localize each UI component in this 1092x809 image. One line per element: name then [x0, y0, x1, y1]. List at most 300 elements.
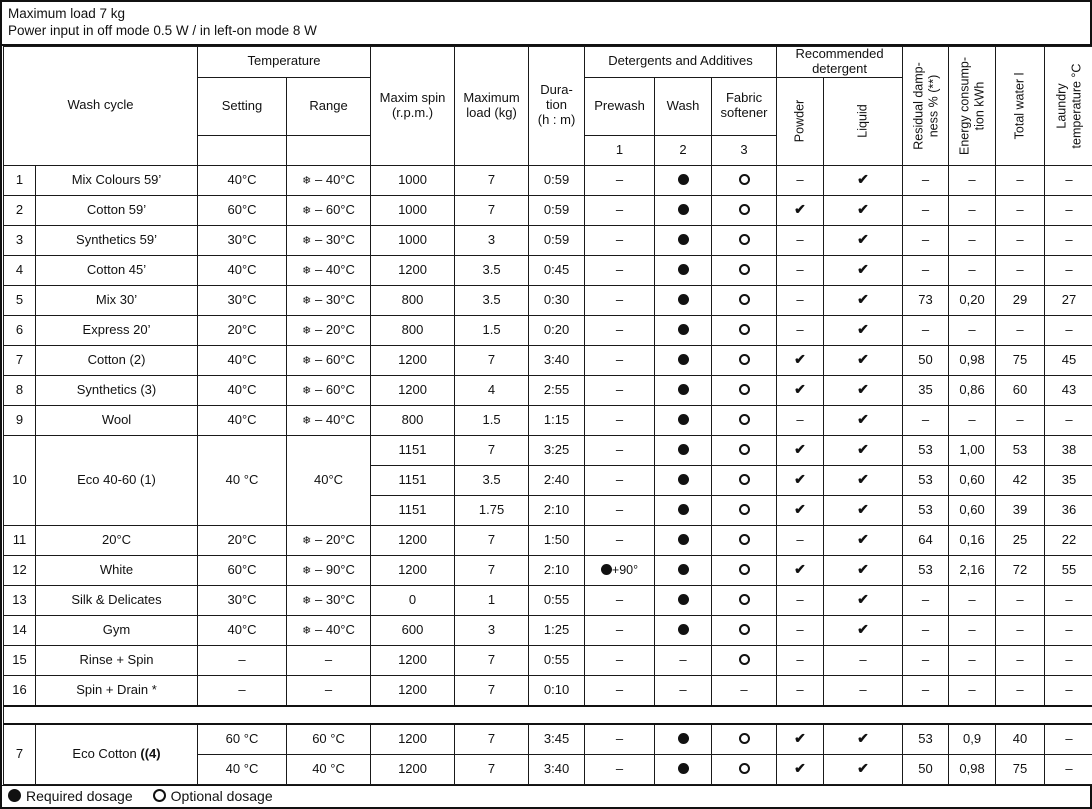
cell-laundry-temperature: – [1045, 225, 1092, 255]
powder-dash: – [796, 233, 803, 246]
prewash-dash: – [616, 503, 623, 516]
prewash-dash: – [616, 732, 623, 745]
liquid-dash: – [859, 683, 866, 696]
header-duration [529, 46, 585, 165]
cell-residual-dampness: – [903, 585, 949, 615]
header-softener-number: 3 [712, 136, 777, 165]
cell-wash [655, 165, 712, 195]
cell-temp-range [287, 285, 371, 315]
liquid-check-icon: ✔ [857, 292, 869, 306]
cell-wash-cycle-note: ((4) [140, 746, 160, 761]
cell-program-number: 14 [4, 615, 36, 645]
softener-empty-circle-icon [739, 414, 750, 425]
cell-max-load: 3.5 [455, 465, 529, 495]
liquid-check-icon: ✔ [857, 761, 869, 775]
cell-duration: 3:45 [529, 724, 585, 755]
cell-laundry-temperature: – [1045, 585, 1092, 615]
prewash-dash: – [616, 293, 623, 306]
wash-filled-circle-icon [678, 534, 689, 545]
cell-program-number: 1 [4, 165, 36, 195]
wash-filled-circle-icon [678, 763, 689, 774]
cell-duration: 0:10 [529, 675, 585, 706]
header-temp-setting: Setting [198, 77, 287, 136]
table-body-bottom [4, 525, 1092, 706]
header-fabric-line1: Fabric [726, 90, 762, 105]
header-temp-range: Range [287, 77, 371, 136]
cell-wash-cycle-name: Eco 40-60 (1) [36, 435, 198, 525]
cell-liquid [824, 525, 903, 555]
temp-range-value: – 20°C [315, 532, 355, 547]
header-laundry-text [1054, 63, 1084, 148]
prewash-dash: – [616, 593, 623, 606]
cell-max-spin: 1000 [371, 165, 455, 195]
liquid-check-icon: ✔ [857, 731, 869, 745]
cell-laundry-temperature: – [1045, 675, 1092, 706]
cell-powder [777, 615, 824, 645]
liquid-check-icon: ✔ [857, 172, 869, 186]
cell-energy-consumption: 2,16 [949, 555, 996, 585]
cell-max-spin: 1200 [371, 375, 455, 405]
cell-powder [777, 435, 824, 465]
softener-empty-circle-icon [739, 384, 750, 395]
header-setting-spacer [198, 136, 287, 165]
cell-liquid [824, 675, 903, 706]
temp-range-value: – 90°C [315, 562, 355, 577]
cell-prewash [585, 345, 655, 375]
prewash-dash: – [616, 353, 623, 366]
softener-empty-circle-icon [739, 264, 750, 275]
cell-total-water: 53 [996, 435, 1045, 465]
cell-temp-range [287, 195, 371, 225]
cell-fabric-softener [712, 615, 777, 645]
header-liquid [824, 77, 903, 165]
cell-residual-dampness: 73 [903, 285, 949, 315]
cell-prewash [585, 225, 655, 255]
cell-laundry-temperature: – [1045, 195, 1092, 225]
header-range-spacer [287, 136, 371, 165]
powder-check-icon: ✔ [794, 352, 806, 366]
cell-laundry-temperature: 27 [1045, 285, 1092, 315]
snowflake-icon: ❄ [302, 235, 311, 248]
cell-temp-range [287, 405, 371, 435]
header-duration-line1: Dura- [540, 82, 573, 97]
cell-fabric-softener [712, 285, 777, 315]
cell-liquid [824, 255, 903, 285]
table-row [4, 195, 1092, 225]
cell-fabric-softener [712, 345, 777, 375]
cell-temp-setting: 40°C [198, 165, 287, 195]
max-load-text: Maximum load 7 kg [8, 5, 1084, 22]
cell-powder [777, 585, 824, 615]
cell-wash [655, 754, 712, 784]
cell-total-water: – [996, 645, 1045, 675]
softener-empty-circle-icon [739, 504, 750, 515]
cell-liquid [824, 724, 903, 755]
cell-max-load: 7 [455, 165, 529, 195]
cell-temp-setting: 30°C [198, 585, 287, 615]
cell-total-water: 75 [996, 345, 1045, 375]
cell-wash [655, 555, 712, 585]
header-duration-line3: (h : m) [538, 112, 576, 127]
table-row [4, 345, 1092, 375]
cell-total-water: – [996, 165, 1045, 195]
cell-temp-setting: 40°C [198, 345, 287, 375]
cell-max-load: 4 [455, 375, 529, 405]
cell-duration: 1:15 [529, 405, 585, 435]
cell-temp-setting: 40 °C [198, 435, 287, 525]
wash-filled-circle-icon [678, 264, 689, 275]
cell-prewash [585, 585, 655, 615]
cell-wash-cycle-name: Spin + Drain * [36, 675, 198, 706]
cell-powder [777, 555, 824, 585]
cell-max-spin: 1151 [371, 465, 455, 495]
cell-wash [655, 315, 712, 345]
cell-duration: 3:40 [529, 754, 585, 784]
powder-dash: – [796, 323, 803, 336]
table-row [4, 724, 1092, 755]
snowflake-icon: ❄ [302, 625, 311, 638]
softener-empty-circle-icon [739, 174, 750, 185]
cell-program-number: 15 [4, 645, 36, 675]
cell-energy-consumption: – [949, 165, 996, 195]
cell-wash [655, 435, 712, 465]
cell-max-spin: 1200 [371, 255, 455, 285]
cell-temp-range [287, 525, 371, 555]
cell-prewash [585, 555, 655, 585]
cell-temp-range: 40°C [287, 435, 371, 525]
cell-max-spin: 1200 [371, 555, 455, 585]
cell-duration: 0:59 [529, 225, 585, 255]
cell-powder [777, 405, 824, 435]
cell-wash [655, 375, 712, 405]
cell-wash [655, 495, 712, 525]
cell-prewash [585, 375, 655, 405]
snowflake-icon: ❄ [302, 535, 311, 548]
snowflake-icon: ❄ [302, 385, 311, 398]
wash-filled-circle-icon [678, 624, 689, 635]
prewash-dash: – [616, 233, 623, 246]
cell-laundry-temperature: 35 [1045, 465, 1092, 495]
cell-fabric-softener [712, 255, 777, 285]
cell-total-water: 25 [996, 525, 1045, 555]
cell-program-number: 5 [4, 285, 36, 315]
header-residual-dampness-text [911, 62, 941, 150]
cell-program-number: 4 [4, 255, 36, 285]
cell-residual-dampness: – [903, 615, 949, 645]
wash-program-table [3, 46, 1092, 785]
cell-max-load: 7 [455, 675, 529, 706]
wash-filled-circle-icon [678, 354, 689, 365]
cell-liquid [824, 435, 903, 465]
header-energy-line1: Energy consump- [957, 57, 971, 155]
softener-empty-circle-icon [739, 564, 750, 575]
header-fabric-softener [712, 77, 777, 136]
cell-energy-consumption: – [949, 255, 996, 285]
cell-powder [777, 754, 824, 784]
cell-temp-range [287, 315, 371, 345]
snowflake-icon: ❄ [302, 175, 311, 188]
cell-fabric-softener [712, 465, 777, 495]
cell-powder [777, 465, 824, 495]
cell-residual-dampness: 53 [903, 495, 949, 525]
cell-max-load: 7 [455, 645, 529, 675]
cell-wash-cycle-name: Eco Cotton ((4) [36, 724, 198, 785]
wash-filled-circle-icon [678, 444, 689, 455]
cell-temp-range [287, 375, 371, 405]
cell-total-water: – [996, 315, 1045, 345]
cell-max-load: 3 [455, 615, 529, 645]
powder-dash: – [796, 293, 803, 306]
cell-max-load: 7 [455, 754, 529, 784]
cell-wash-cycle-name: Mix 30’ [36, 285, 198, 315]
cell-liquid [824, 195, 903, 225]
header-prewash-number: 1 [585, 136, 655, 165]
cell-fabric-softener [712, 555, 777, 585]
cell-powder [777, 285, 824, 315]
cell-prewash [585, 724, 655, 755]
cell-temp-range [287, 555, 371, 585]
cell-wash [655, 724, 712, 755]
wash-filled-circle-icon [678, 474, 689, 485]
wash-filled-circle-icon [678, 204, 689, 215]
snowflake-icon: ❄ [302, 325, 311, 338]
wash-filled-circle-icon [678, 733, 689, 744]
cell-energy-consumption: – [949, 315, 996, 345]
cell-liquid [824, 555, 903, 585]
wash-dash: – [679, 683, 686, 696]
prewash-filled-circle-plus-90-icon: +90° [601, 563, 638, 577]
table-row [4, 405, 1092, 435]
cell-max-load: 7 [455, 345, 529, 375]
cell-max-spin: 1000 [371, 195, 455, 225]
temp-range-value: – [325, 652, 332, 667]
cell-fabric-softener [712, 724, 777, 755]
table-row [4, 555, 1092, 585]
cell-laundry-temperature: 43 [1045, 375, 1092, 405]
cell-max-load: 3 [455, 225, 529, 255]
cell-residual-dampness: 53 [903, 435, 949, 465]
cell-laundry-temperature: 36 [1045, 495, 1092, 525]
cell-temp-range [287, 645, 371, 675]
cell-max-spin: 1200 [371, 645, 455, 675]
prewash-dash: – [616, 473, 623, 486]
cell-total-water: – [996, 225, 1045, 255]
cell-duration: 1:25 [529, 615, 585, 645]
cell-program-number: 7 [4, 345, 36, 375]
powder-dash: – [796, 533, 803, 546]
cell-temp-setting: 40°C [198, 255, 287, 285]
table-row [4, 525, 1092, 555]
cell-duration: 2:55 [529, 375, 585, 405]
cell-duration: 0:45 [529, 255, 585, 285]
cell-max-spin: 1200 [371, 754, 455, 784]
wash-filled-circle-icon [678, 564, 689, 575]
temp-range-value: – 60°C [315, 352, 355, 367]
cell-fabric-softener [712, 315, 777, 345]
liquid-check-icon: ✔ [857, 532, 869, 546]
softener-empty-circle-icon [739, 763, 750, 774]
cell-energy-consumption: – [949, 585, 996, 615]
wash-filled-circle-icon [678, 174, 689, 185]
header-total-water [996, 46, 1045, 165]
cell-residual-dampness: 53 [903, 465, 949, 495]
header-energy-text [957, 57, 987, 155]
prewash-dash: – [616, 173, 623, 186]
snowflake-icon: ❄ [302, 205, 311, 218]
liquid-check-icon: ✔ [857, 442, 869, 456]
cell-total-water: 42 [996, 465, 1045, 495]
cell-energy-consumption: 0,20 [949, 285, 996, 315]
cell-total-water: – [996, 615, 1045, 645]
cell-temp-range [287, 585, 371, 615]
cell-energy-consumption: 0,9 [949, 724, 996, 755]
snowflake-icon: ❄ [302, 355, 311, 368]
wash-filled-circle-icon [678, 324, 689, 335]
temp-range-value: – 40°C [315, 262, 355, 277]
cell-prewash [585, 315, 655, 345]
cell-laundry-temperature: – [1045, 255, 1092, 285]
cell-max-spin: 600 [371, 615, 455, 645]
cell-total-water: 75 [996, 754, 1045, 784]
powder-check-icon: ✔ [794, 442, 806, 456]
legend-optional [153, 788, 273, 804]
cell-energy-consumption: 0,60 [949, 465, 996, 495]
cell-residual-dampness: 50 [903, 754, 949, 784]
cell-temp-setting: 30°C [198, 225, 287, 255]
cell-energy-consumption: – [949, 225, 996, 255]
cell-wash-cycle-name: Cotton (2) [36, 345, 198, 375]
liquid-check-icon: ✔ [857, 202, 869, 216]
legend-required [8, 788, 133, 804]
cell-laundry-temperature: 45 [1045, 345, 1092, 375]
cell-temp-range: 60 °C [287, 724, 371, 755]
cell-temp-setting: 40°C [198, 405, 287, 435]
prewash-dash: – [616, 383, 623, 396]
cell-program-number: 16 [4, 675, 36, 706]
header-row-1 [4, 46, 1092, 77]
header-max-load [455, 46, 529, 165]
cell-max-load: 7 [455, 555, 529, 585]
liquid-check-icon: ✔ [857, 622, 869, 636]
cell-max-spin: 1200 [371, 345, 455, 375]
machine-info-banner [2, 2, 1090, 46]
softener-empty-circle-icon [739, 654, 750, 665]
cell-temp-setting: 20°C [198, 315, 287, 345]
table-body-eco-cotton [4, 724, 1092, 785]
cell-wash [655, 645, 712, 675]
cell-fabric-softener [712, 675, 777, 706]
temp-range-value: – 40°C [315, 412, 355, 427]
liquid-dash: – [859, 653, 866, 666]
header-laundry-temperature [1045, 46, 1092, 165]
powder-dash: – [796, 263, 803, 276]
prewash-dash: – [616, 762, 623, 775]
cell-max-load: 1.5 [455, 405, 529, 435]
liquid-check-icon: ✔ [857, 352, 869, 366]
cell-max-load: 1.75 [455, 495, 529, 525]
cell-max-load: 7 [455, 724, 529, 755]
cell-powder [777, 315, 824, 345]
temp-range-value: – 40°C [315, 172, 355, 187]
wash-filled-circle-icon [678, 384, 689, 395]
softener-empty-circle-icon [739, 534, 750, 545]
header-residual-dampness [903, 46, 949, 165]
cell-max-spin: 1200 [371, 675, 455, 706]
cell-max-spin: 0 [371, 585, 455, 615]
cell-powder [777, 495, 824, 525]
cell-energy-consumption: – [949, 615, 996, 645]
section-spacer-row [4, 706, 1092, 724]
cell-wash [655, 525, 712, 555]
cell-max-spin: 800 [371, 405, 455, 435]
table-row [4, 645, 1092, 675]
header-powder-text: Powder [793, 100, 808, 142]
liquid-check-icon: ✔ [857, 322, 869, 336]
table-row [4, 675, 1092, 706]
cell-fabric-softener [712, 754, 777, 784]
cell-duration: 0:59 [529, 165, 585, 195]
cell-total-water: 60 [996, 375, 1045, 405]
cell-duration: 0:30 [529, 285, 585, 315]
cell-max-load: 7 [455, 435, 529, 465]
cell-residual-dampness: 35 [903, 375, 949, 405]
cell-energy-consumption: 0,98 [949, 345, 996, 375]
header-laundry-line2: temperature °C [1069, 63, 1083, 148]
cell-residual-dampness: – [903, 225, 949, 255]
header-residual-line2: ness % (**) [926, 74, 940, 137]
cell-max-spin: 800 [371, 315, 455, 345]
empty-circle-icon [153, 789, 166, 802]
cell-residual-dampness: – [903, 255, 949, 285]
cell-program-number: 9 [4, 405, 36, 435]
cell-total-water: – [996, 675, 1045, 706]
softener-empty-circle-icon [739, 733, 750, 744]
powder-check-icon: ✔ [794, 382, 806, 396]
liquid-check-icon: ✔ [857, 592, 869, 606]
cell-fabric-softener [712, 195, 777, 225]
temp-range-value: – 30°C [315, 592, 355, 607]
header-recommended-detergent [777, 46, 903, 77]
cell-max-load: 1 [455, 585, 529, 615]
cell-residual-dampness: – [903, 645, 949, 675]
softener-empty-circle-icon [739, 594, 750, 605]
cell-program-number: 13 [4, 585, 36, 615]
cell-energy-consumption: 0,16 [949, 525, 996, 555]
table-row [4, 615, 1092, 645]
cell-wash [655, 345, 712, 375]
cell-max-spin: 1200 [371, 525, 455, 555]
prewash-dash: – [616, 623, 623, 636]
cell-wash [655, 585, 712, 615]
cell-laundry-temperature: – [1045, 615, 1092, 645]
cell-wash-cycle-name: Silk & Delicates [36, 585, 198, 615]
cell-temp-setting: 40°C [198, 375, 287, 405]
softener-empty-circle-icon [739, 444, 750, 455]
cell-wash-cycle-name: Cotton 59’ [36, 195, 198, 225]
cell-total-water: 29 [996, 285, 1045, 315]
cell-total-water: – [996, 255, 1045, 285]
cell-liquid [824, 465, 903, 495]
cell-laundry-temperature: – [1045, 645, 1092, 675]
softener-empty-circle-icon [739, 234, 750, 245]
prewash-dash: – [616, 683, 623, 696]
cell-residual-dampness: 53 [903, 724, 949, 755]
prewash-dash: – [616, 533, 623, 546]
cell-energy-consumption: 0,98 [949, 754, 996, 784]
cell-liquid [824, 754, 903, 784]
header-max-load-line2: load (kg) [466, 105, 517, 120]
cell-duration: 1:50 [529, 525, 585, 555]
